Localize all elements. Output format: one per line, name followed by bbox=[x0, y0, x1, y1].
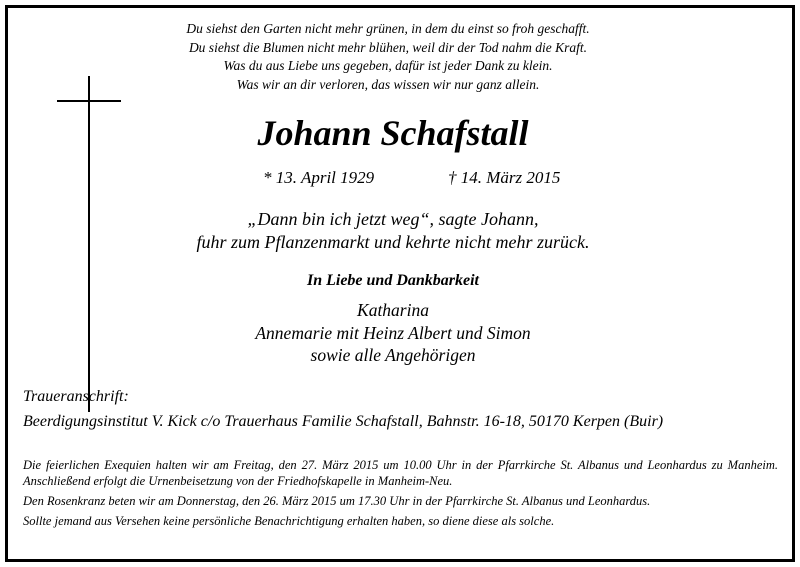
obituary-frame bbox=[5, 5, 795, 562]
poem-line: Was du aus Liebe uns gegeben, dafür ist jeder Dank zu klein. bbox=[223, 58, 553, 73]
cross-icon bbox=[88, 76, 90, 412]
poem bbox=[128, 20, 648, 94]
poem-line: Was wir an dir verloren, das wissen wir nur ganz allein. bbox=[236, 76, 540, 92]
notice-paragraph: Die feierlichen Exequien halten wir am Freitag, den 27. März 2015 um 10.00 Uhr in der Pfarrkirche St. Albanus und Leonhardus zu Manheim. Anschließend erfolgt die Urnenbeisetzung von der Friedhofskapelle in Manheim-Neu. bbox=[23, 458, 778, 488]
notice-paragraph: Den Rosenkranz beten wir am Donnerstag, den 26. März 2015 um 17.30 Uhr in der Pfarrkirche St. Albanus und Leonhardus. bbox=[23, 494, 651, 508]
quote-line: fuhr zum Pflanzenmarkt und kehrte nicht mehr zurück. bbox=[196, 232, 590, 252]
family-member: sowie alle Angehörigen bbox=[310, 345, 476, 365]
quote bbox=[148, 208, 638, 254]
poem-line: Du siehst den Garten nicht mehr grünen, in dem du einst so froh geschafft. bbox=[186, 21, 590, 36]
dedication: In Liebe und Dankbarkeit bbox=[306, 272, 479, 289]
cross-icon-bar bbox=[57, 100, 121, 102]
poem-line: Du siehst die Blumen nicht mehr blühen, weil dir der Tod nahm die Kraft. bbox=[188, 39, 588, 55]
address-label: Traueranschrift: bbox=[23, 388, 129, 405]
death-date: † 14. März 2015 bbox=[448, 168, 561, 187]
deceased-name: Johann Schafstall bbox=[257, 113, 529, 153]
birth-date: * 13. April 1929 bbox=[263, 168, 375, 187]
notice-paragraph: Sollte jemand aus Versehen keine persönliche Benachrichtigung erhalten haben, so diene diese als solche. bbox=[23, 514, 555, 528]
quote-line: „Dann bin ich jetzt weg“, sagte Johann, bbox=[247, 209, 539, 229]
notices bbox=[23, 457, 778, 533]
address: Beerdigungsinstitut V. Kick c/o Trauerhaus Familie Schafstall, Bahnstr. 16-18, 50170 Kerpen (Buir) bbox=[23, 413, 664, 430]
family-member: Annemarie mit Heinz Albert und Simon bbox=[255, 322, 531, 343]
family-list bbox=[208, 299, 578, 367]
family-member: Katharina bbox=[357, 300, 429, 320]
